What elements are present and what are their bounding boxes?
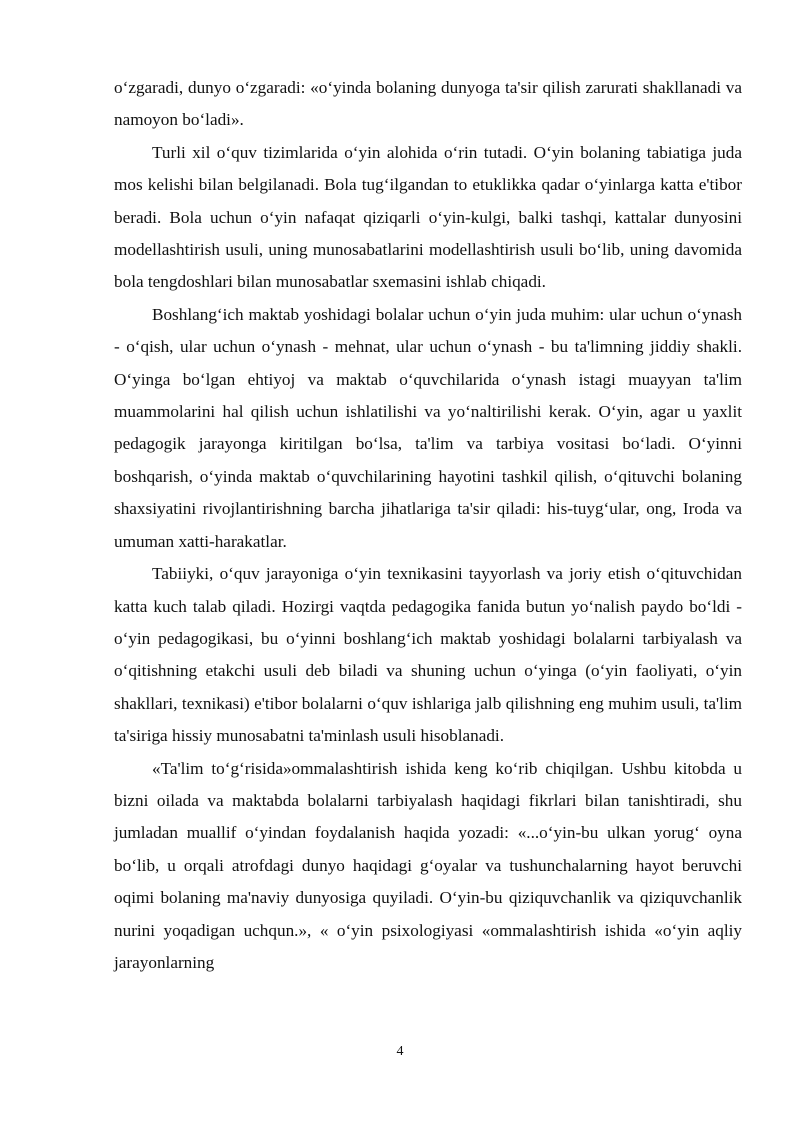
paragraph: «Ta'lim to‘g‘risida»ommalashtirish ishida keng ko‘rib chiqilgan. Ushbu kitobda u bizni oilada va maktabda bolalarni tarbiyalash haqidagi fikrlari bilan tanishtiradi, shu jumladan muallif o‘yindan foydalanish haqida yozadi: «...o‘yin-bu ulkan yorug‘ oyna bo‘lib, u orqali atrofdagi dunyo haqidagi g‘oyalar va tushunchalarning hayot beruvchi oqimi bolaning ma'naviy dunyosiga quyiladi. O‘yin-bu qiziquvchanlik va qiziquvchanlik nurini yoqadigan uchqun.», « o‘yin psixologiyasi «ommalashtirish ishida «o‘yin aqliy jarayonlarning	[114, 758, 742, 972]
page-number: 4	[396, 1044, 404, 1059]
paragraph: o‘zgaradi, dunyo o‘zgaradi: «o‘yinda bolaning dunyoga ta'sir qilish zarurati shakllanadi va namoyon bo‘ladi».	[114, 78, 742, 130]
document-body	[114, 72, 742, 979]
paragraph: Turli xil o‘quv tizimlarida o‘yin alohida o‘rin tutadi. O‘yin bolaning tabiatiga juda mos kelishi bilan belgilanadi. Bola tug‘ilgandan to etuklikka qadar o‘yinlarga katta e'tibor beradi. Bola uchun o‘yin nafaqat qiziqarli o‘yin-kulgi, balki tashqi, kattalar dunyosini modellashtirish usuli, uning munosabatlarini modellashtirish usuli bo‘lib, uning davomida bola tengdoshlari bilan munosabatlar sxemasini ishlab chiqadi.	[114, 142, 742, 292]
paragraph: Boshlang‘ich maktab yoshidagi bolalar uchun o‘yin juda muhim: ular uchun o‘ynash - o‘qish, ular uchun o‘ynash - mehnat, ular uchun o‘ynash - bu ta'limning jiddiy shakli. O‘yinga bo‘lgan ehtiyoj va maktab o‘quvchilarida o‘ynash istagi muayyan ta'lim muammolarini hal qilish uchun ishlatilishi va yo‘naltirilishi kerak. O‘yin, agar u yaxlit pedagogik jarayonga kiritilgan bo‘lsa, ta'lim va tarbiya vositasi bo‘ladi. O‘yinni boshqarish, o‘yinda maktab o‘quvchilarining hayotini tashkil qilish, o‘qituvchi bolaning shaxsiyatini rivojlantirishning barcha jihatlariga ta'sir qiladi: his-tuyg‘ular, ong, Iroda va umuman xatti-harakatlar.	[114, 304, 742, 551]
paragraph: Tabiiyki, o‘quv jarayoniga o‘yin texnikasini tayyorlash va joriy etish o‘qituvchidan katta kuch talab qiladi. Hozirgi vaqtda pedagogika fanida butun yo‘nalish paydo bo‘ldi - o‘yin pedagogikasi, bu o‘yinni boshlang‘ich maktab yoshidagi bolalarni tarbiyalash va o‘qitishning etakchi usuli deb biladi va shuning uchun o‘yinga (o‘yin faoliyati, o‘yin shakllari, texnikasi) e'tibor bolalarni o‘quv ishlariga jalb qilishning eng muhim usuli, ta'lim ta'siriga hissiy munosabatni ta'minlash usuli hisoblanadi.	[114, 564, 742, 746]
